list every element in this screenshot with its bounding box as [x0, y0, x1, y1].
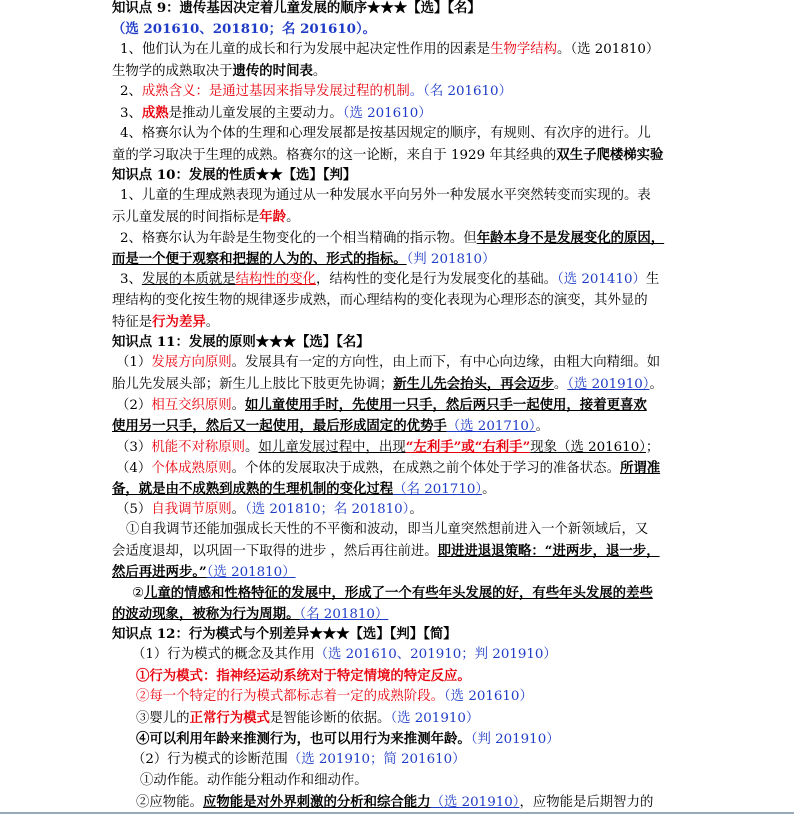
paragraph: 2、成熟含义：是通过基因来指导发展过程的机制。（名 201610） [120, 84, 512, 99]
list-item: ①动作能。动作能分粗动作和细动作。 [140, 773, 368, 788]
paragraph: 3、成熟是推动儿童发展的主要动力。（选 201610） [120, 105, 432, 121]
paragraph: 而是一个便于观察和把握的人为的、形式的指标。（判 201810） [112, 251, 496, 267]
paragraph: 示儿童发展的时间指标是年龄。 [112, 209, 300, 225]
paragraph: （2）相互交织原则。如儿童使用手时，先使用一只手，然后两只手一起使用，接着更喜欢 [116, 397, 647, 413]
list-item: ④可以利用年龄来推测行为，也可以用行为来推测年龄。（判 201910） [136, 731, 560, 747]
paragraph: ②儿童的情感和性格特征的发展中，形成了一个有些年头发展的好，有些年头发展的差些 [132, 585, 653, 601]
paragraph: 会适度退却，以巩固一下取得的进步 ，然后再往前进。即进进退退策略：“进两步，退一步， [112, 543, 660, 559]
paragraph: （1）发展方向原则。发展具有一定的方向性，由上而下，有中心向边缘，由粗大向精细。如 [116, 355, 661, 370]
paragraph: 理结构的变化按生物的规律逐步成熟，而心理结构的变化表现为心理形态的演变，其外显的 [112, 293, 648, 308]
paragraph: 特征是行为差异。 [112, 314, 220, 330]
paragraph: （1）行为模式的概念及其作用（选 201610、201910；判 201910） [132, 647, 557, 662]
section-heading-11: 知识点 11：发展的原则★★★【选】【名】 [112, 334, 370, 350]
section-heading-10: 知识点 10：发展的性质★★【选】【判】 [112, 167, 357, 183]
list-item: ①行为模式：指神经运动系统对于特定情境的特定反应。 [136, 668, 471, 684]
list-item: ③婴儿的正常行为模式是智能诊断的依据。（选 201910） [136, 710, 480, 726]
paragraph: （5）自我调节原则。（选 201810；名 201810）。 [116, 502, 423, 517]
paragraph: 生物学的成熟取决于遗传的时间表。 [112, 63, 327, 79]
exam-codes: （选 201610、201810；名 201610）。 [112, 21, 377, 37]
section-heading-9: 知识点 9：遗传基因决定着儿童发展的顺序★★★【选】【名】 [112, 0, 481, 16]
paragraph: 童的学习取决于生理的成熟。格赛尔的这一论断，来自于 1929 年其经典的双生子爬楼梯实验 [112, 147, 664, 163]
paragraph: 的波动现象，被称为行为周期。（名 201810） [112, 606, 389, 622]
paragraph: 4、格赛尔认为个体的生理和心理发展都是按基因规定的顺序，有规则、有次序的进行。儿 [120, 126, 651, 141]
paragraph: （3）机能不对称原则。如儿童发展过程中，出现“左利手”或“右利手”现象（选 201610）； [116, 439, 660, 455]
paragraph: （4）个体成熟原则。个体的发展取决于成熟，在成熟之前个体处于学习的准备状态。所谓准 [116, 460, 661, 476]
list-item: ②应物能。应物能是对外界刺激的分析和综合能力（选 201910），应物能是后期智力的 [136, 794, 654, 810]
paragraph: 1、儿童的生理成熟表现为通过从一种发展水平向另外一种发展水平突然转变而实现的。表 [120, 188, 651, 203]
paragraph: 1、他们认为在儿童的成长和行为发展中起决定性作用的因素是生物学结构。（选 201810） [120, 42, 660, 57]
paragraph: 2、格赛尔认为年龄是生物变化的一个相当精确的指示物。但年龄本身不是发展变化的原因， [120, 230, 665, 246]
paragraph: 然后再进两步。”（选 201810） [112, 564, 296, 580]
section-heading-12: 知识点 12：行为模式与个别差异★★★【选】【判】【简】 [112, 626, 457, 642]
paragraph: ①自我调节还能加强成长天性的不平衡和波动，即当儿童突然想前进入一个新领域后，又 [126, 522, 649, 537]
paragraph: 胎儿先发展头部；新生儿上肢比下肢更先协调；新生儿先会抬头，再会迈步。（选 201910）。 [112, 376, 663, 392]
paragraph: （2）行为模式的诊断范围（选 201910；简 201610） [132, 752, 466, 767]
paragraph: 使用另一只手，然后又一起使用，最后形成固定的优势手（选 201710）。 [112, 418, 550, 434]
paragraph: 3、发展的本质就是结构性的变化，结构性的变化是行为发展变化的基础。（选 201410）生 [120, 272, 660, 287]
list-item: ②每一个特定的行为模式都标志着一定的成熟阶段。（选 201610） [136, 689, 533, 704]
paragraph: 备，就是由不成熟到成熟的生理机制的变化过程（名 201710）。 [112, 481, 496, 497]
